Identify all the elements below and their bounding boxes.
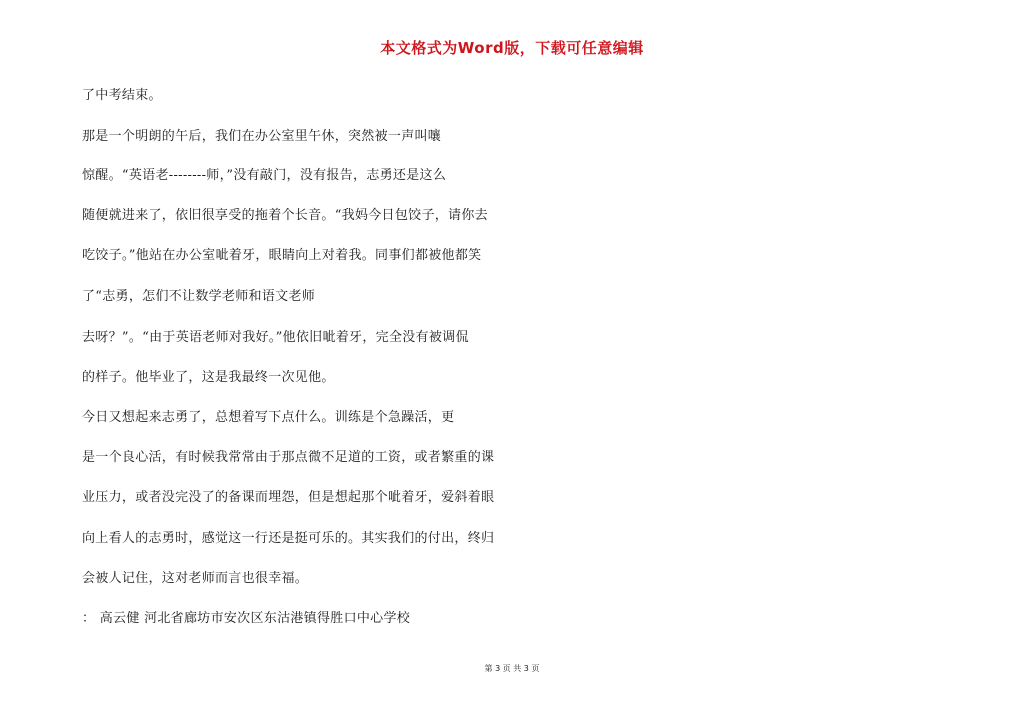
text-line-1: 了中考结束。 — [82, 88, 162, 103]
document-header: 本文格式为Word版，下载可任意编辑 — [380, 39, 644, 57]
text-line-11: 业压力，或者没完没了的备课而埋怨，但是想起那个呲着牙，爱斜着眼 — [82, 490, 495, 505]
text-line-7: 去呀？”。“由于英语老师对我好。”他依旧呲着牙，完全没有被调侃 — [82, 330, 469, 345]
text-line-4: 随便就进来了，依旧很享受的拖着个长音。“我妈今日包饺子，请你去 — [82, 208, 488, 223]
text-line-6: 了“志勇，怎们不让数学老师和语文老师 — [82, 289, 316, 304]
text-line-13: 会被人记住，这对老师而言也很幸福。 — [82, 571, 309, 586]
text-line-10: 是一个良心活，有时候我常常由于那点微不足道的工资，或者繁重的课 — [82, 450, 495, 465]
text-line-12: 向上看人的志勇时，感觉这一行还是挺可乐的。其实我们的付出，终归 — [82, 531, 495, 546]
page-number: 第 3 页 共 3 页 — [484, 664, 540, 673]
text-line-3: 惊醒。“英语老--------师，”没有敲门，没有报告，志勇还是这么 — [82, 168, 447, 183]
author-line: ： 高云健 河北省廊坊市安次区东沽港镇得胜口中心学校 — [82, 611, 411, 626]
text-line-8: 的样子。他毕业了，这是我最终一次见他。 — [82, 370, 335, 385]
text-line-2: 那是一个明朗的午后，我们在办公室里午休，突然被一声叫嚷 — [82, 129, 442, 144]
text-line-9: 今日又想起来志勇了，总想着写下点什么。训练是个急躁活，更 — [82, 410, 455, 425]
text-line-5: 吃饺子。”他站在办公室呲着牙，眼睛向上对着我。同事们都被他都笑 — [82, 248, 482, 263]
